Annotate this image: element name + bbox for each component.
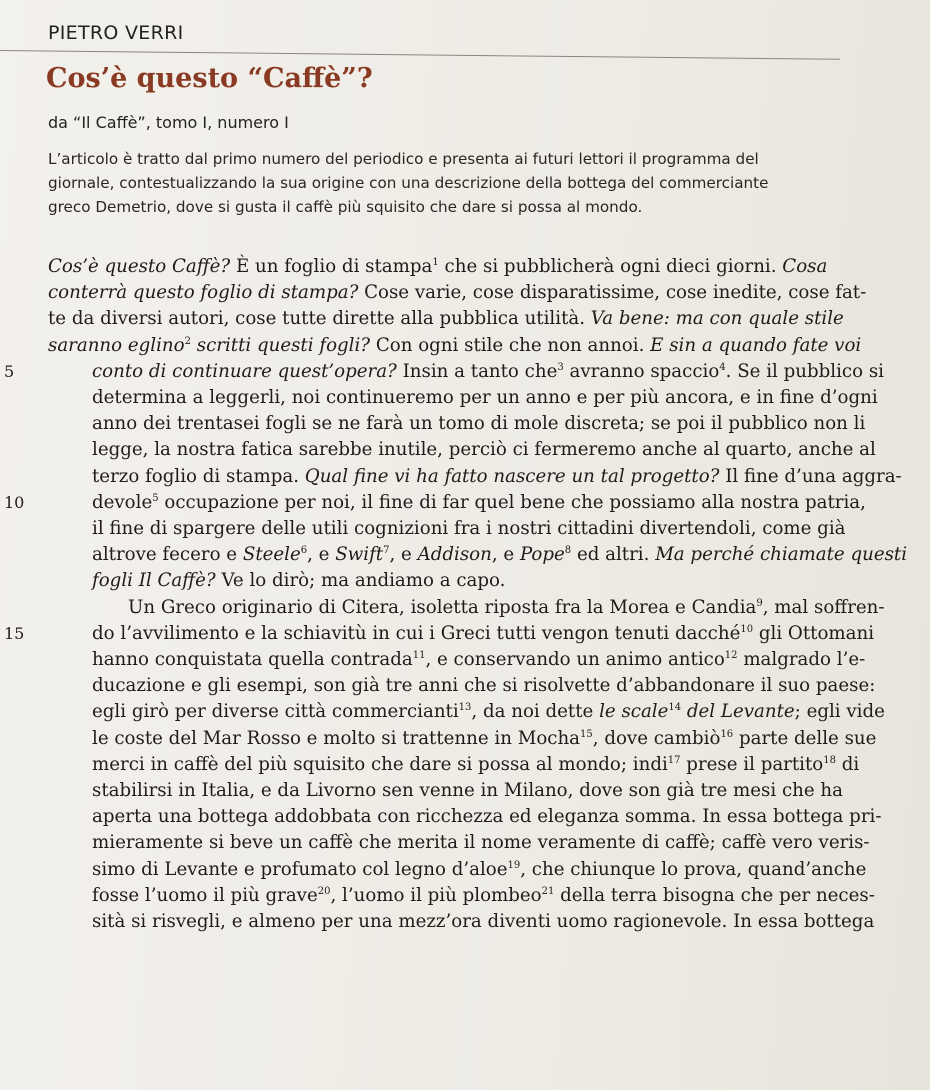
footnote-ref: 19 [507, 859, 521, 871]
text-span: merci in caffè del più squisito che dare si possa al mondo; indi [92, 753, 668, 775]
footnote-ref: 7 [383, 545, 390, 557]
text-span: E sin a quando fate voi [650, 334, 862, 356]
text-span: le scale [599, 701, 669, 723]
text-span: saranno eglino [48, 334, 185, 356]
text-span: ; egli vide [794, 701, 885, 723]
text-line: sità si risvegli, e almeno per una mezz’ora diventi uomo ragionevole. In essa bottega [92, 911, 875, 933]
text-line: aperta una bottega addobbata con ricchezza ed eleganza somma. In essa bottega pri- [92, 806, 882, 828]
text-span: , e conservando un animo antico [425, 649, 725, 671]
footnote-ref: 2 [184, 335, 191, 347]
intro-line: L’articolo è tratto dal primo numero del periodico e presenta ai futuri lettori il programma del [48, 150, 759, 168]
text-span: È un foglio di stampa [230, 256, 433, 277]
text-span: del Levante [681, 701, 795, 723]
text-line [48, 595, 908, 621]
text-span: devole [92, 491, 153, 513]
footnote-ref: 18 [823, 754, 836, 766]
text-span: di [836, 753, 860, 775]
text-line [48, 726, 908, 752]
text-span: , dove cambiò [592, 727, 721, 749]
text-span: , e [389, 544, 418, 566]
text-span: conterrà questo foglio di stampa? [48, 282, 359, 304]
text-span: Ma perché chiamate questi [655, 544, 908, 566]
page-title: Cos’è questo “Caffè”? [46, 63, 373, 94]
footnote-ref: 10 [740, 623, 754, 635]
footnote-ref: 8 [564, 545, 572, 557]
text-span: occupazione per noi, il fine di far quel bene che possiamo alla nostra patria, [158, 491, 866, 513]
author-header: PIETRO VERRI [48, 22, 184, 44]
text-span: Cose varie, cose disparatissime, cose inedite, cose fat- [358, 282, 867, 304]
text-line: ducazione e gli esempi, son già tre anni che si risolvette d’abbandonare il suo paese: [92, 675, 876, 697]
text-line [48, 752, 908, 778]
text-span: , mal soffren- [762, 596, 885, 618]
text-span: Insin a tanto che [396, 360, 558, 382]
text-line [4, 359, 908, 385]
text-span: , che chiunque lo prova, quand’anche [520, 858, 867, 880]
footnote-ref: 3 [557, 361, 564, 373]
text-span: della terra bisogna che per neces- [554, 884, 875, 906]
text-span: Swift [335, 544, 384, 566]
source-line: da “Il Caffè”, tomo I, numero I [48, 113, 289, 132]
text-line: determina a leggerli, noi continueremo per un anno e per più ancora, e in fine d’ogni [92, 387, 878, 409]
text-span: Qual fine vi ha fatto nascere un tal progetto? [304, 465, 720, 487]
line-number: 15 [4, 623, 25, 643]
text-line: legge, la nostra fatica sarebbe inutile, perciò ci fermeremo anche al quarto, anche al [92, 439, 876, 461]
text-line [4, 621, 908, 647]
text-span: che si pubblicherà ogni dieci giorni. [438, 256, 783, 277]
text-line: mieramente si beve un caffè che merita il nome veramente di caffè; caffè vero veris- [92, 832, 870, 854]
text-span: gli Ottomani [753, 622, 875, 644]
text-span: , e [491, 544, 520, 566]
footnote-ref: 5 [152, 492, 159, 504]
line-number: 10 [4, 492, 25, 512]
text-span: Ve lo dirò; ma andiamo a capo. [215, 570, 506, 592]
intro-line: giornale, contestualizzando la sua origine con una descrizione della bottega del commerciante [48, 174, 769, 192]
text-span: malgrado l’e- [737, 649, 866, 671]
text-span: parte delle sue [733, 727, 877, 749]
text-line: stabilirsi in Italia, e da Livorno sen venne in Milano, dove son già tre mesi che ha [92, 780, 843, 802]
text-span: conto di continuare quest’opera? [92, 360, 397, 382]
footnote-ref: 15 [580, 728, 593, 740]
text-span: egli girò per diverse città commercianti [92, 701, 459, 723]
text-span: le coste del Mar Rosso e molto si trattenne in Mocha [92, 727, 581, 749]
text-span: , da noi dette [471, 701, 600, 723]
header-rule [0, 50, 840, 60]
text-span: simo di Levante e profumato col legno d’aloe [92, 858, 508, 880]
text-span: Va bene: ma con quale stile [590, 308, 844, 330]
text-line [48, 306, 908, 332]
text-span: prese il partito [680, 753, 824, 775]
text-span: Pope [519, 544, 565, 566]
footnote-ref: 11 [412, 649, 426, 661]
text-span: te da diversi autori, cose tutte dirette alla pubblica utilità. [48, 308, 591, 330]
text-span: Cosa [782, 256, 828, 277]
text-span: fogli Il Caffè? [92, 570, 216, 592]
text-line: il fine di spargere delle utili cognizioni fra i nostri cittadini divertendoli, come già [92, 518, 846, 540]
text-span: altrove fecero e [92, 544, 243, 566]
footnote-ref: 4 [719, 361, 726, 373]
footnote-ref: 16 [720, 728, 734, 740]
text-line [48, 647, 908, 673]
text-span: Un Greco originario di Citera, isoletta riposta fra la Morea e Candia [128, 596, 757, 618]
text-line [48, 254, 908, 280]
text-line [48, 542, 908, 568]
text-span: Con ogni stile che non annoi. [370, 334, 651, 356]
footnote-ref: 9 [756, 597, 763, 609]
footnote-ref: 17 [667, 754, 681, 766]
text-line [48, 280, 908, 306]
footnote-ref: 1 [432, 256, 439, 268]
text-span: Il fine d’una aggra- [719, 465, 902, 487]
text-span: do l’avvilimento e la schiavitù in cui i Greci tutti vengon tenuti dacché [92, 622, 741, 644]
text-line: anno dei trentasei fogli se ne farà un tomo di mole discreta; se poi il pubblico non li [92, 413, 866, 435]
text-line [48, 857, 908, 883]
intro-line: greco Demetrio, dove si gusta il caffè più squisito che dare si possa al mondo. [48, 198, 643, 216]
footnote-ref: 21 [541, 885, 555, 897]
text-span: , e [307, 544, 336, 566]
text-line [4, 490, 908, 516]
footnote-ref: 12 [724, 649, 738, 661]
text-span: scritti questi fogli? [190, 334, 371, 356]
text-line [48, 883, 908, 909]
text-span: fosse l’uomo il più grave [92, 884, 318, 906]
text-span: Cos’è questo Caffè? [48, 256, 231, 277]
footnote-ref: 20 [317, 885, 331, 897]
text-span: ed altri. [571, 544, 656, 566]
text-line [48, 464, 908, 490]
intro-paragraph [48, 147, 860, 219]
text-span: Addison [417, 544, 492, 566]
text-line [48, 699, 908, 725]
text-line [48, 568, 908, 594]
text-span: , l’uomo il più plombeo [330, 884, 542, 906]
line-number: 5 [4, 361, 15, 381]
text-line [48, 333, 908, 359]
main-text [4, 254, 908, 935]
footnote-ref: 14 [668, 702, 682, 714]
text-span: hanno conquistata quella contrada [92, 649, 413, 671]
footnote-ref: 13 [458, 702, 472, 714]
text-span: terzo foglio di stampa. [92, 465, 305, 487]
footnote-ref: 6 [300, 545, 308, 557]
text-span: avranno spaccio [563, 360, 720, 382]
text-span: . Se il pubblico si [725, 360, 884, 382]
text-span: Steele [242, 544, 301, 566]
